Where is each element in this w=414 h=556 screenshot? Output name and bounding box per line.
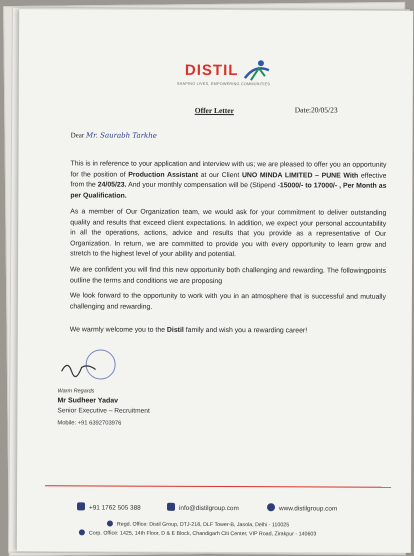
regd-office-text: Regd. Office: Distil Group, DTJ-218, DLF Tower-B, Jasola, Delhi - 110025 (116, 521, 290, 529)
website-text: www.distilgroup.com (278, 505, 338, 513)
salary: 15000/- to 17000/- , Per Month as per Qualification. (70, 182, 387, 200)
footer-divider (45, 485, 391, 488)
paragraph-confidence: We are confident you will find this new opportunity both challenging and rewarding. The followingpoints outline the terms and conditions we are proposing (69, 266, 387, 285)
logo-wordmark: DISTIL (184, 61, 239, 80)
paragraph-offer (70, 159, 386, 203)
signatory-role: Senior Executive – Recruitment (57, 407, 150, 415)
signature-scribble (60, 359, 100, 380)
signature-icon (60, 359, 100, 377)
footer-email (167, 503, 239, 512)
text: at our Client (197, 171, 242, 179)
phone-text: +91 1762 505 388 (88, 504, 141, 512)
paragraph-welcome (70, 325, 386, 337)
text: This is in reference to your application and interview with us; we are pleased to offer you an opportunity for the position of (70, 160, 387, 179)
email-text: info@distilgroup.com (178, 504, 239, 513)
offer-letter-page (17, 9, 413, 553)
signatory-mobile: Mobile: +91 6392703976 (57, 420, 122, 427)
phone-icon (77, 502, 85, 510)
start-date: 24/05/23. (97, 181, 127, 189)
text: family and wish you a rewarding career! (183, 326, 308, 335)
text: effective from the (70, 172, 387, 189)
logo-figure-icon (241, 58, 271, 82)
company-logo (176, 58, 275, 88)
paragraph-commitment: As a member of Our Organization team, we would ask for your commitment to deliver outstanding quality and results that exceed client expectations. In addition, we expect your personal accountability in all the operations, actions, advice and results that you provide as a representative of Our Organization. In return, we are committed to provide you with every opportunity to learn grow and stretch to the highest level of your ability and potential. (70, 208, 387, 259)
signatory-name: Mr Sudheer Yadav (57, 397, 119, 405)
text: We warmly welcome you to the (69, 326, 167, 334)
client-name: UNO MINDA LIMITED – PUNE With (241, 171, 359, 180)
footer-website (267, 503, 337, 512)
footer-phone (77, 502, 141, 511)
footer-corp-office (79, 529, 316, 537)
location-pin-icon (79, 529, 85, 535)
letter-date: Date:20/05/23 (294, 105, 338, 115)
company-tagline: SHAPING LIVES, EMPOWERING COMMUNITIES (176, 81, 271, 87)
corp-office-text: Corp. Office: 1425, 14th Floor, D & E Block, Chandigarh Citi Center, VIP Road, Zirakpur - 140603 (88, 530, 317, 538)
letter-title: Offer Letter (194, 105, 234, 116)
footer-regd-office (107, 521, 289, 529)
globe-icon (267, 503, 275, 511)
paragraph-look-forward: We look forward to the opportunity to work with you in an atmosphere that is successful and mutually challenging and rewarding. (69, 292, 386, 311)
position-name: Production Assistant (128, 171, 199, 179)
location-pin-icon (107, 521, 113, 527)
text: And your monthly compensation will be (Stipend - (126, 181, 280, 190)
email-icon (167, 503, 175, 511)
candidate-name: Mr. Saurabh Tarkhe (85, 131, 157, 140)
salutation (71, 131, 157, 139)
salutation-word: Dear (70, 131, 85, 140)
closing-regards: Warm Regards (57, 388, 95, 395)
brand-name: Distil (166, 326, 184, 334)
